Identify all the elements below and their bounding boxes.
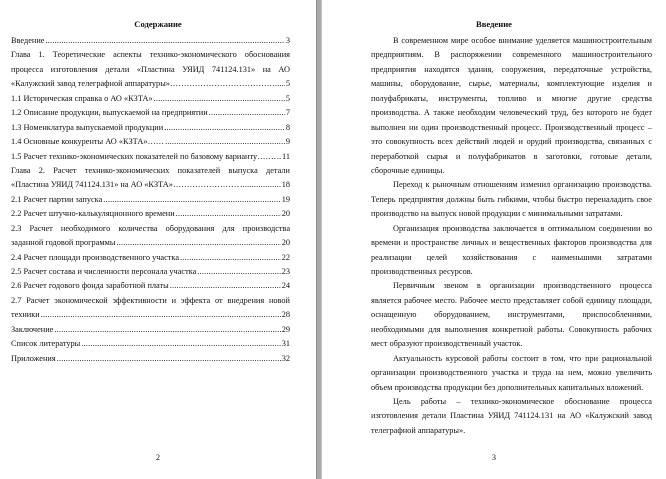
- toc-entry-text: 1.4 Основные конкуренты АО «КЗТА»……: [11, 137, 165, 147]
- toc-entry[interactable]: [11, 337, 290, 351]
- toc-entry-line: [11, 236, 290, 250]
- dot-leader: [176, 207, 281, 221]
- toc-entry[interactable]: [11, 164, 290, 193]
- toc-page-number: 28: [281, 310, 290, 320]
- toc-entry-text: Введение: [11, 36, 45, 45]
- toc-entry-line: [11, 279, 290, 293]
- paragraph-line: Первичным звеном в организации производственного процесса: [393, 281, 652, 291]
- dot-leader: [164, 121, 285, 135]
- toc-entry-line: [11, 207, 290, 221]
- paragraph-line: это совокупность всех действий людей и орудий производства, связанных с: [371, 137, 652, 147]
- paragraph-line: оснащенную оборудованием, инструментами, приспособлениями,: [371, 310, 652, 320]
- toc-entry-line: [11, 308, 290, 322]
- document-page-2: [0, 0, 316, 479]
- dot-leader: [165, 135, 285, 149]
- toc-page-number: 11: [282, 151, 290, 161]
- toc-entry-text: Заключение: [11, 324, 54, 334]
- toc-entry[interactable]: [11, 352, 290, 366]
- paragraph-line: сборочные единицы.: [371, 165, 445, 175]
- toc-page-number: 8: [285, 122, 290, 132]
- toc-entry-line: [11, 178, 290, 192]
- dot-leader: [197, 265, 280, 279]
- dot-leader: [81, 337, 280, 351]
- toc-entry[interactable]: [11, 34, 290, 48]
- toc-page-number: 31: [281, 339, 290, 349]
- toc-page-number: 22: [281, 252, 290, 262]
- dot-leader: [103, 193, 280, 207]
- toc-entry-text: 1.5 Расчет технико-экономических показателей по базовому варианту…….: [11, 151, 276, 161]
- toc-entry-text: техники: [11, 310, 40, 320]
- toc-entry-line: [11, 337, 290, 351]
- toc-page-number: 20: [281, 209, 290, 219]
- paragraph: [371, 395, 652, 438]
- dot-leader: [154, 92, 285, 106]
- toc-entry-text: «Пластина УЯИД 741124.131» на АО «КЗТА»……………………: [11, 180, 240, 190]
- toc-page-number: 24: [281, 281, 290, 291]
- toc-entry-text: «Калужский завод телеграфной аппаратуры»……………………………….: [11, 79, 272, 89]
- paragraph-line: Цель работы – технико-экономическое обоснование процесса: [393, 396, 652, 406]
- paragraph-line: реализации целей хозяйствования с наименьшими затратами: [371, 252, 652, 262]
- dot-leader: [116, 236, 280, 250]
- paragraph: [371, 178, 652, 221]
- paragraph-line: Переход к рыночным отношениям изменил организацию производства.: [393, 180, 652, 190]
- toc-entry[interactable]: [11, 135, 290, 149]
- introduction-body: [371, 34, 652, 438]
- dot-leader: [273, 77, 285, 91]
- toc-entry-text: 2.1 Расчет партии запуска: [11, 194, 103, 204]
- toc-entry[interactable]: [11, 48, 290, 91]
- toc-entry[interactable]: [11, 92, 290, 106]
- toc-entry-line: Глава 1. Теоретические аспекты технико-экономического обоснования: [11, 50, 290, 60]
- toc-page-number: 20: [281, 238, 290, 248]
- toc-entry[interactable]: [11, 279, 290, 293]
- toc-entry-text: 2.6 Расчет годового фонда заработной платы: [11, 281, 169, 291]
- toc-entry-text: 2.5 Расчет состава и численности персонала участка: [11, 267, 197, 276]
- paragraph-line: Теперь предприятия должны быть гибкими, чтобы быстро переналадить свое: [371, 194, 652, 204]
- paragraph-line: выполнен ни один производственный процесс. Производственный процесс –: [371, 122, 652, 132]
- paragraph: [371, 222, 652, 280]
- toc-entry[interactable]: [11, 323, 290, 337]
- paragraph-line: Организация производства заключается в оптимальном соединении во: [393, 223, 652, 233]
- paragraph-line: производства. А также необходим человеческий труд, без которого не будет: [371, 108, 652, 118]
- paragraph-line: переработкой сырья и полуфабрикатов в заготовки, готовые детали,: [371, 151, 652, 161]
- paragraph-line: производственных ресурсов.: [371, 267, 473, 276]
- paragraph-line: телеграфной аппаратуры».: [371, 425, 466, 435]
- toc-entry-line: [11, 121, 290, 135]
- toc-page-number: 9: [285, 137, 290, 147]
- toc-entry-line: [11, 135, 290, 149]
- paragraph-line: необходимыми для выполнения конкретной работы. Совокупность рабочих: [371, 324, 652, 334]
- paragraph-line: мест образуют производственный участок.: [371, 339, 523, 349]
- toc-entry-line: [11, 265, 290, 279]
- toc-entry-line: [11, 106, 290, 120]
- paragraph: [371, 279, 652, 351]
- toc-entry[interactable]: [11, 265, 290, 279]
- toc-entry-line: [11, 77, 290, 91]
- toc-entry-line: [11, 352, 290, 366]
- toc-entry-line: процесса изготовления детали «Пластина УЯИД 741124.131» на АО: [11, 64, 290, 74]
- dot-leader: [209, 106, 285, 120]
- toc-entry[interactable]: [11, 106, 290, 120]
- toc-entry-line: [11, 251, 290, 265]
- paragraph-line: производство на выпуск новой продукции с минимальными затратами.: [371, 209, 623, 219]
- toc-entry[interactable]: [11, 150, 290, 164]
- paragraph-line: машины, оборудование, сырье, материалы, комплектующие изделия и: [371, 79, 652, 89]
- toc-entry-line: [11, 92, 290, 106]
- toc-page-number: 7: [285, 108, 290, 118]
- toc-entry-line: Глава 2. Расчет технико-экономических показателей выпуска детали: [11, 165, 290, 175]
- paragraph-line: предприятия находятся здания, сооружения, передаточные устройства,: [371, 64, 652, 74]
- toc-entry-text: 1.2 Описание продукции, выпускаемой на предприятии: [11, 108, 208, 118]
- introduction-title: Введение: [476, 19, 512, 29]
- toc-entry-text: 2.4 Расчет площади производственного участка: [11, 252, 180, 262]
- table-of-contents: [11, 34, 290, 366]
- toc-entry[interactable]: [11, 121, 290, 135]
- toc-page-number: 32: [281, 353, 290, 363]
- dot-leader: [170, 279, 281, 293]
- dot-leader: [240, 178, 280, 192]
- dot-leader: [277, 150, 281, 164]
- toc-entry[interactable]: [11, 251, 290, 265]
- toc-entry-line: [11, 150, 290, 164]
- toc-entry-text: заданной годовой программы: [11, 238, 116, 248]
- paragraph-line: полуфабрикаты, инструменты, топливо и многие другие средства: [371, 93, 652, 103]
- paragraph-line: предприятиям. В распоряжении современного машиностроительного: [371, 50, 652, 60]
- toc-entry-text: Список литературы: [11, 339, 81, 349]
- toc-page-number: 18: [281, 180, 290, 190]
- dot-leader: [54, 323, 280, 337]
- paragraph-line: времени и пространстве личных и вещественных факторов производства для: [371, 238, 652, 248]
- toc-page-number: 23: [281, 267, 290, 276]
- paragraph-line: Актуальность курсовой работы состоит в том, что при рациональной: [393, 353, 652, 363]
- dot-leader: [180, 251, 281, 265]
- page-number: 3: [492, 453, 496, 462]
- toc-entry[interactable]: [11, 193, 290, 207]
- paragraph-line: изготовления детали Пластина УЯИД 741124.131 на АО «Калужский завод: [371, 411, 652, 421]
- toc-entry-text: 1.3 Номенклатура выпускаемой продукции: [11, 122, 164, 132]
- paragraph-line: В современном мире особое внимание уделяется машиностроительным: [393, 36, 652, 45]
- toc-page-number: 5: [285, 93, 290, 103]
- toc-page-number: 3: [285, 36, 290, 45]
- toc-entry[interactable]: [11, 294, 290, 323]
- toc-entry-line: [11, 323, 290, 337]
- paragraph-line: является рабочее место. Рабочее место представляет собой единицу площади,: [371, 295, 652, 305]
- toc-page-number: 29: [281, 324, 290, 334]
- dot-leader: [57, 352, 281, 366]
- toc-entry-text: 1.1 Историческая справка о АО «КЗТА»: [11, 93, 153, 103]
- dot-leader: [41, 308, 281, 322]
- page-number: 2: [156, 453, 160, 462]
- toc-entry-text: Приложения: [11, 353, 56, 363]
- toc-page-number: 5: [285, 79, 290, 89]
- toc-entry-line: 2.7 Расчет экономической эффективности и эффекта от внедрения новой: [11, 295, 290, 305]
- toc-entry-line: [11, 193, 290, 207]
- toc-title: Содержание: [134, 19, 182, 29]
- toc-entry-text: 2.2 Расчет штучно-калькуляционного времени: [11, 209, 175, 219]
- toc-page-number: 19: [281, 194, 290, 204]
- paragraph-line: организации производственного участка и труда на нем, можно увеличить: [371, 368, 652, 378]
- paragraph: [371, 34, 652, 178]
- document-page-3: [322, 0, 666, 479]
- paragraph-line: объем производства продукции без дополнительных капитальных вложений.: [371, 382, 644, 392]
- toc-entry-line: [11, 34, 290, 48]
- toc-entry[interactable]: [11, 222, 290, 251]
- paragraph: [371, 352, 652, 395]
- toc-entry[interactable]: [11, 207, 290, 221]
- toc-entry-line: 2.3 Расчет необходимого количества оборудования для производства: [11, 223, 290, 233]
- dot-leader: [45, 34, 284, 48]
